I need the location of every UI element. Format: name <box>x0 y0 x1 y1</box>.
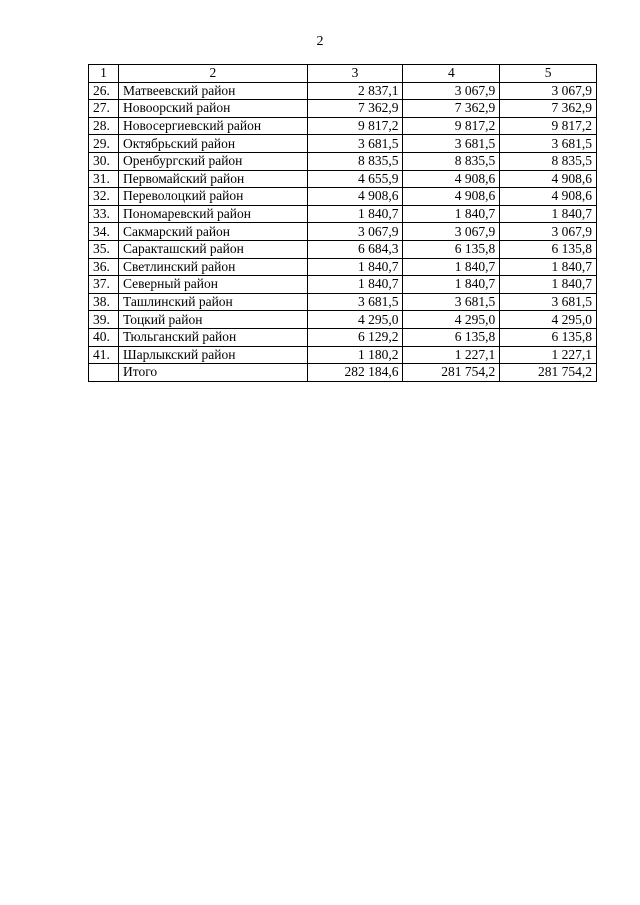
value-col-4: 3 067,9 <box>403 82 500 100</box>
value-col-3: 4 655,9 <box>307 170 403 188</box>
district-name: Оренбургский район <box>118 152 307 170</box>
value-col-3: 1 840,7 <box>307 276 403 294</box>
value-col-4: 1 840,7 <box>403 276 500 294</box>
table-row <box>89 258 597 276</box>
value-col-4: 3 681,5 <box>403 293 500 311</box>
district-name: Новосергиевский район <box>118 117 307 135</box>
district-name: Первомайский район <box>118 170 307 188</box>
value-col-3: 6 129,2 <box>307 328 403 346</box>
district-name: Сакмарский район <box>118 223 307 241</box>
table-header-row <box>89 65 597 83</box>
district-name: Саракташский район <box>118 240 307 258</box>
value-col-4: 1 840,7 <box>403 205 500 223</box>
table-row <box>89 135 597 153</box>
table-row <box>89 328 597 346</box>
column-header-5: 5 <box>500 65 597 83</box>
value-col-3: 1 840,7 <box>307 258 403 276</box>
value-col-5: 3 681,5 <box>500 293 597 311</box>
total-col-3: 282 184,6 <box>307 364 403 382</box>
row-number: 29. <box>89 135 119 153</box>
district-name: Тюльганский район <box>118 328 307 346</box>
district-name: Матвеевский район <box>118 82 307 100</box>
district-name: Шарлыкский район <box>118 346 307 364</box>
value-col-3: 3 681,5 <box>307 293 403 311</box>
value-col-5: 3 067,9 <box>500 223 597 241</box>
value-col-5: 6 135,8 <box>500 328 597 346</box>
total-col-4: 281 754,2 <box>403 364 500 382</box>
table-row <box>89 205 597 223</box>
value-col-3: 4 295,0 <box>307 311 403 329</box>
row-number: 32. <box>89 188 119 206</box>
value-col-5: 4 295,0 <box>500 311 597 329</box>
row-number: 35. <box>89 240 119 258</box>
value-col-5: 4 908,6 <box>500 188 597 206</box>
value-col-5: 3 681,5 <box>500 135 597 153</box>
value-col-4: 4 908,6 <box>403 188 500 206</box>
row-number: 26. <box>89 82 119 100</box>
value-col-3: 3 681,5 <box>307 135 403 153</box>
row-number: 33. <box>89 205 119 223</box>
value-col-4: 3 067,9 <box>403 223 500 241</box>
district-name: Переволоцкий район <box>118 188 307 206</box>
value-col-4: 6 135,8 <box>403 240 500 258</box>
value-col-3: 2 837,1 <box>307 82 403 100</box>
value-col-3: 1 840,7 <box>307 205 403 223</box>
district-name: Светлинский район <box>118 258 307 276</box>
table-row <box>89 240 597 258</box>
column-header-3: 3 <box>307 65 403 83</box>
row-number: 40. <box>89 328 119 346</box>
column-header-2: 2 <box>118 65 307 83</box>
value-col-5: 6 135,8 <box>500 240 597 258</box>
row-number: 27. <box>89 100 119 118</box>
value-col-4: 8 835,5 <box>403 152 500 170</box>
table-row <box>89 100 597 118</box>
row-number: 28. <box>89 117 119 135</box>
district-name: Северный район <box>118 276 307 294</box>
value-col-5: 7 362,9 <box>500 100 597 118</box>
row-number: 38. <box>89 293 119 311</box>
value-col-4: 1 227,1 <box>403 346 500 364</box>
district-name: Пономаревский район <box>118 205 307 223</box>
value-col-5: 1 227,1 <box>500 346 597 364</box>
total-row-number <box>89 364 119 382</box>
value-col-3: 3 067,9 <box>307 223 403 241</box>
value-col-5: 1 840,7 <box>500 205 597 223</box>
row-number: 36. <box>89 258 119 276</box>
row-number: 31. <box>89 170 119 188</box>
value-col-4: 4 908,6 <box>403 170 500 188</box>
table-row <box>89 152 597 170</box>
row-number: 34. <box>89 223 119 241</box>
value-col-4: 3 681,5 <box>403 135 500 153</box>
value-col-4: 6 135,8 <box>403 328 500 346</box>
table-row <box>89 223 597 241</box>
value-col-5: 4 908,6 <box>500 170 597 188</box>
value-col-5: 1 840,7 <box>500 276 597 294</box>
total-col-5: 281 754,2 <box>500 364 597 382</box>
table-row <box>89 311 597 329</box>
value-col-3: 1 180,2 <box>307 346 403 364</box>
value-col-3: 7 362,9 <box>307 100 403 118</box>
table-row <box>89 117 597 135</box>
total-row <box>89 364 597 382</box>
table-row <box>89 276 597 294</box>
column-header-1: 1 <box>89 65 119 83</box>
value-col-3: 9 817,2 <box>307 117 403 135</box>
row-number: 41. <box>89 346 119 364</box>
row-number: 39. <box>89 311 119 329</box>
value-col-4: 4 295,0 <box>403 311 500 329</box>
value-col-5: 8 835,5 <box>500 152 597 170</box>
value-col-5: 1 840,7 <box>500 258 597 276</box>
value-col-4: 9 817,2 <box>403 117 500 135</box>
district-name: Тоцкий район <box>118 311 307 329</box>
value-col-3: 8 835,5 <box>307 152 403 170</box>
district-name: Ташлинский район <box>118 293 307 311</box>
table-row <box>89 346 597 364</box>
table-row <box>89 82 597 100</box>
table-row <box>89 188 597 206</box>
value-col-5: 9 817,2 <box>500 117 597 135</box>
value-col-3: 6 684,3 <box>307 240 403 258</box>
value-col-3: 4 908,6 <box>307 188 403 206</box>
district-name: Новоорский район <box>118 100 307 118</box>
district-budget-table <box>88 64 597 382</box>
table-row <box>89 293 597 311</box>
total-label: Итого <box>118 364 307 382</box>
value-col-4: 7 362,9 <box>403 100 500 118</box>
value-col-5: 3 067,9 <box>500 82 597 100</box>
district-name: Октябрьский район <box>118 135 307 153</box>
value-col-4: 1 840,7 <box>403 258 500 276</box>
page-number: 2 <box>316 34 324 49</box>
row-number: 30. <box>89 152 119 170</box>
column-header-4: 4 <box>403 65 500 83</box>
row-number: 37. <box>89 276 119 294</box>
table-row <box>89 170 597 188</box>
